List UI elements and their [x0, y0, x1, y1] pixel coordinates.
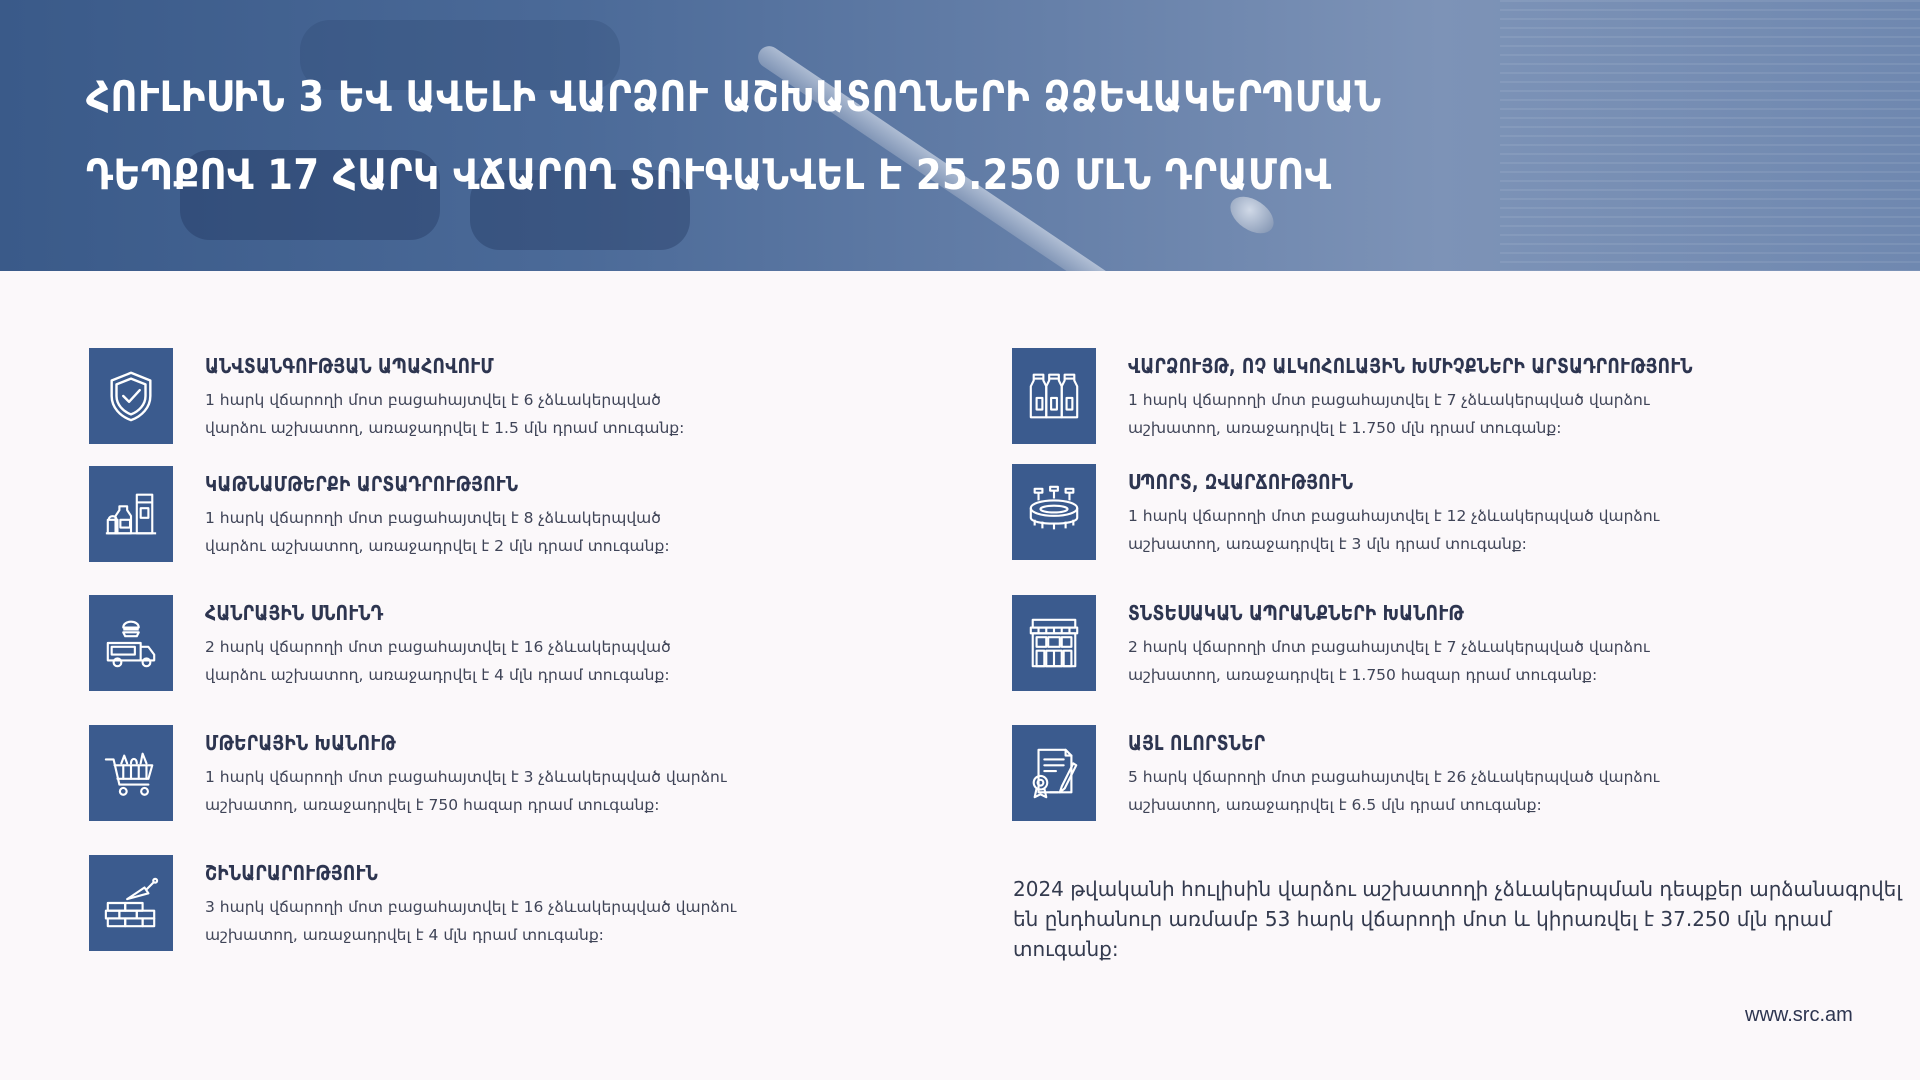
sector-description-line: աշխատող, առաջադրվել է 1.750 մլն դրամ տուգանք: — [1128, 419, 1562, 437]
sector-title: ՄԹԵՐԱՅԻՆ ԽԱՆՈՒԹ — [205, 731, 396, 755]
sector-icon-box — [89, 466, 173, 562]
sector-icon-box — [1012, 348, 1096, 444]
sector-icon-box — [89, 855, 173, 951]
sector-title: ՇԻՆԱՐԱՐՈՒԹՅՈՒՆ — [205, 861, 379, 885]
sector-icon-box — [1012, 595, 1096, 691]
sector-description-line: աշխատող, առաջադրվել է 3 մլն դրամ տուգանք: — [1128, 535, 1527, 553]
banner-chart-decoration — [1500, 0, 1920, 271]
sector-icon-box — [89, 595, 173, 691]
stadium-icon — [1025, 483, 1083, 541]
sector-title: ՍՊՈՐՏ, ԶՎԱՐՃՈՒԹՅՈՒՆ — [1128, 470, 1354, 494]
header-banner — [0, 0, 1920, 271]
groceries-icon — [102, 485, 160, 543]
sector-description-line: 5 հարկ վճարողի մոտ բացահայտվել է 26 չձևակերպված վարձու — [1128, 768, 1660, 786]
shield-check-icon — [102, 367, 160, 425]
page-title-line-2: ԴԵՊՔՈՎ 17 ՀԱՐԿ ՎՃԱՐՈՂ ՏՈՒԳԱՆՎԵԼ Է 25.250 ՄԼՆ ԴՐԱՄՈՎ — [86, 150, 1332, 199]
sector-description-line: 2 հարկ վճարողի մոտ բացահայտվել է 16 չձևակերպված — [205, 638, 671, 656]
sector-description-line: 3 հարկ վճարողի մոտ բացահայտվել է 16 չձևակերպված վարձու — [205, 898, 737, 916]
food-truck-icon — [102, 614, 160, 672]
sector-title: ԿԱԹՆԱՄԹԵՐՔԻ ԱՐՏԱԴՐՈՒԹՅՈՒՆ — [205, 472, 519, 496]
sector-title: ՎԱՐՁՈՒՅԹ, ՈՉ ԱԼԿՈՀՈԼԱՅԻՆ ԽՄԻՉՔՆԵՐԻ ԱՐՏԱԴՐՈՒԹՅՈՒՆ — [1128, 354, 1693, 378]
page-title — [86, 58, 1381, 214]
summary-line: են ընդհանուր առմամբ 53 հարկ վճարողի մոտ և կիրառվել է 37.250 մլն դրամ տուգանք: — [1013, 907, 1832, 961]
sector-title: ՀԱՆՐԱՅԻՆ ՍՆՈՒՆԴ — [205, 601, 384, 625]
sector-description-line: 1 հարկ վճարողի մոտ բացահայտվել է 6 չձևակերպված — [205, 391, 661, 409]
sector-title: ԱՅԼ ՈԼՈՐՏՆԵՐ — [1128, 731, 1266, 755]
sector-title: ԱՆՎՏԱՆԳՈՒԹՅԱՆ ԱՊԱՀՈՎՈՒՄ — [205, 354, 494, 378]
milk-bottles-icon — [1025, 367, 1083, 425]
website-link[interactable]: www.src.am — [1745, 1004, 1853, 1026]
sector-icon-box — [89, 348, 173, 444]
sector-description — [1128, 386, 1688, 442]
sector-description — [1128, 633, 1688, 689]
sector-description — [205, 386, 765, 442]
store-icon — [1025, 614, 1083, 672]
sector-description-line: 2 հարկ վճարողի մոտ բացահայտվել է 7 չձևակերպված վարձու — [1128, 638, 1650, 656]
sector-description-line: 1 հարկ վճարողի մոտ բացահայտվել է 12 չձևակերպված վարձու — [1128, 507, 1660, 525]
sector-description-line: վարձու աշխատող, առաջադրվել է 4 մլն դրամ տուգանք: — [205, 666, 670, 684]
sector-description-line: 1 հարկ վճարողի մոտ բացահայտվել է 8 չձևակերպված — [205, 509, 661, 527]
sector-description — [205, 633, 765, 689]
page-title-line-1: ՀՈՒԼԻՍԻՆ 3 ԵՎ ԱՎԵԼԻ ՎԱՐՁՈՒ ԱՇԽԱՏՈՂՆԵՐԻ ՁՁԵՎԱԿԵՐՊՄԱՆ — [86, 72, 1382, 121]
sector-description-line: 1 հարկ վճարողի մոտ բացահայտվել է 3 չձևակերպված վարձու — [205, 768, 727, 786]
sector-icon-box — [1012, 464, 1096, 560]
sector-icon-box — [89, 725, 173, 821]
bricks-trowel-icon — [102, 874, 160, 932]
summary-line: 2024 թվականի հուլիսին վարձու աշխատողի չձևակերպման դեպքեր արձանագրվել — [1013, 877, 1902, 901]
sector-description-line: աշխատող, առաջադրվել է 1.750 հազար դրամ տուգանք: — [1128, 666, 1598, 684]
summary-text — [1013, 874, 1913, 964]
document-contract-icon — [1025, 744, 1083, 802]
sector-description — [1128, 763, 1688, 819]
sector-description — [205, 763, 765, 819]
sector-description-line: աշխատող, առաջադրվել է 750 հազար դրամ տուգանք: — [205, 796, 660, 814]
sector-description-line: 1 հարկ վճարողի մոտ բացահայտվել է 7 չձևակերպված վարձու — [1128, 391, 1650, 409]
sector-description — [1128, 502, 1688, 558]
sector-icon-box — [1012, 725, 1096, 821]
sector-description — [205, 504, 765, 560]
sector-description-line: աշխատող, առաջադրվել է 4 մլն դրամ տուգանք: — [205, 926, 604, 944]
shopping-cart-icon — [102, 744, 160, 802]
sector-description-line: աշխատող, առաջադրվել է 6.5 մլն դրամ տուգանք: — [1128, 796, 1542, 814]
sector-title: ՏՆՏԵՍԱԿԱՆ ԱՊՐԱՆՔՆԵՐԻ ԽԱՆՈՒԹ — [1128, 601, 1465, 625]
sector-description — [205, 893, 765, 949]
sector-description-line: վարձու աշխատող, առաջադրվել է 2 մլն դրամ տուգանք: — [205, 537, 670, 555]
sector-description-line: վարձու աշխատող, առաջադրվել է 1.5 մլն դրամ տուգանք: — [205, 419, 685, 437]
